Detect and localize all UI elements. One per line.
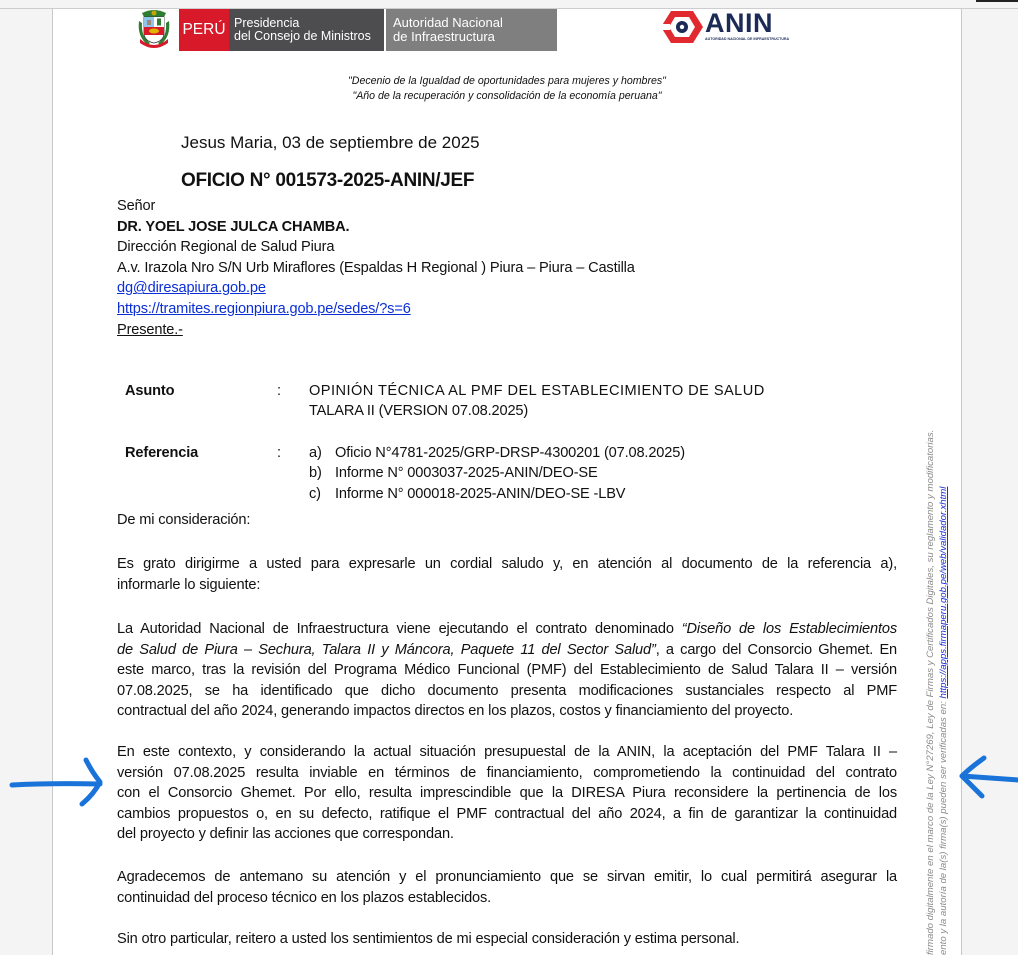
peru-logo-box [179, 9, 229, 51]
paragraph-3-line: del proyecto y definir las acciones que correspondan. [117, 826, 454, 843]
paragraph-4-line: Agradecemos de antemano su atención y el pronunciamiento que se sirvan emitir, lo cual permitirá asegurar la [117, 869, 897, 885]
window-edge-bar [976, 0, 1018, 2]
paragraph-2-line: este marco, tras la revisión del Programa Médico Funcional (PMF) del Establecimiento de Salud Talara II – versión [117, 662, 897, 679]
asunto-colon: : [277, 383, 281, 399]
salutation: Señor [117, 198, 156, 214]
addressee-block [117, 196, 635, 340]
anin-logo [661, 8, 790, 45]
right-annotation-arrow-icon [956, 754, 1018, 800]
validator-link[interactable]: https://apps.firmaperu.gob.pe/web/validador.xhtml [938, 486, 949, 699]
oficio-number: OFICIO N° 001573-2025-ANIN/JEF [181, 170, 475, 191]
asunto-label: Asunto [125, 383, 175, 399]
document-page [52, 8, 962, 955]
contract-name-italic: “Diseño de los Establecimientos [681, 621, 897, 637]
paragraph-3-line: con el Consorcio Ghemet. Por ello, resulta imprescindible que la DIRESA Piura reconsidere la pertinencia de los [117, 785, 897, 802]
contract-name-italic: de Salud de Piura – Sechura, Talara II y Máncora, Paquete 11 del Sector Salud” [117, 641, 656, 658]
referencia-label: Referencia [125, 445, 199, 461]
paragraph-2-line: La Autoridad Nacional de Infraestructura viene ejecutando el contrato denominado “Diseño de los Establecimientos [117, 621, 897, 637]
anin-emblem-icon [661, 9, 703, 45]
date-line: Jesus Maria, 03 de septiembre de 2025 [181, 133, 480, 152]
paragraph-1-line: Es grato dirigirme a usted para expresarle un cordial saludo y, en atención al documento de la referencia a), [117, 556, 897, 572]
paragraph-4-line: continuidad del proceso técnico en los plazos establecidos. [117, 889, 492, 906]
reference-item-c: c) Informe N° 000018-2025-ANIN/DEO-SE -LBV [309, 485, 626, 502]
paragraph-1-line: informarle lo siguiente: [117, 576, 261, 593]
motto-line-1: "Decenio de la Igualdad de oportunidades para mujeres y hombres" [348, 75, 666, 87]
asunto-line2: TALARA II (VERSION 07.08.2025) [309, 403, 529, 419]
anin-authority-box [386, 9, 557, 51]
paragraph-3-line: cambios propuestos o, en su defecto, ratifique el PMF contractual del año 2024, a fin de garantizar la continuidad [117, 805, 897, 822]
paragraph-3-line: En este contexto, y considerando la actual situación presupuestal de la ANIN, la aceptación del PMF Talara II – [117, 744, 897, 760]
reference-item-a: a) Oficio N°4781-2025/GRP-DRSP-4300201 (07.08.2025) [309, 445, 685, 461]
peru-label: PERÚ [182, 21, 226, 38]
presente-label: Presente.- [117, 321, 183, 338]
paragraph-5: Sin otro particular, reitero a usted los sentimientos de mi especial consideración y estima personal. [117, 931, 740, 947]
pcm-logo-box [229, 9, 384, 51]
anin-line2: de Infraestructura [393, 29, 495, 44]
left-annotation-arrow-icon [8, 754, 103, 808]
email-link[interactable]: dg@diresapiura.gob.pe [117, 280, 266, 297]
paragraph-3 [117, 742, 897, 845]
paragraph-1 [117, 554, 897, 595]
greeting: De mi consideración: [117, 512, 251, 528]
addressee-address: A.v. Irazola Nro S/N Urb Miraflores (Espaldas H Regional ) Piura – Piura – Castilla [117, 259, 635, 276]
motto-line-2: "Año de la recuperación y consolidación de la economía peruana" [352, 90, 662, 102]
referencia-colon: : [277, 445, 281, 461]
website-link[interactable]: https://tramites.regionpiura.gob.pe/sedes/?s=6 [117, 300, 411, 317]
paragraph-2 [117, 619, 897, 722]
paragraph-4 [117, 867, 897, 908]
reference-list [309, 443, 685, 504]
reference-item-b: b) Informe N° 0003037-2025-ANIN/DEO-SE [309, 465, 598, 482]
addressee-institution: Dirección Regional de Salud Piura [117, 239, 335, 256]
signature-notice-line1: firmado digitalmente en el marco de la Ley N°27269, Ley de Firmas y Certificados Digitales, su reglamento y modificatorias. [925, 429, 936, 955]
paragraph-3-line: versión 07.08.2025 resulta inviable en términos de financiamiento, comprometiendo la continuidad del contrato [117, 764, 897, 781]
asunto-line1: OPINIÓN TÉCNICA AL PMF DEL ESTABLECIMIENTO DE SALUD [309, 383, 765, 399]
anin-logo-text: ANIN [705, 8, 773, 38]
anin-line1: Autoridad Nacional [393, 15, 503, 30]
paragraph-2-line: de Salud de Piura – Sechura, Talara II y Máncora, Paquete 11 del Sector Salud”, a cargo del Consorcio Ghemet. En [117, 641, 897, 658]
pcm-line2: del Consejo de Ministros [234, 29, 371, 43]
paragraph-2-line: contractual del año 2024, generando impactos directos en los plazos, costos y financiamiento del proyecto. [117, 703, 794, 720]
pcm-line1: Presidencia [234, 16, 300, 30]
paragraph-2-line: 07.08.2025, se ha identificado que dicho documento presenta modificaciones sustanciales respecto al PMF [117, 682, 897, 699]
signature-notice-line2: ento y la autoría de la(s) firma(s) pueden ser verificadas en: https://apps.firmaperu.gob.pe/web/validador.xhtml [938, 486, 949, 955]
addressee-name: DR. YOEL JOSE JULCA CHAMBA. [117, 218, 350, 235]
anin-logo-subtitle: AUTORIDAD NACIONAL DE INFRAESTRUCTURA [705, 37, 790, 41]
peru-coat-of-arms-icon [136, 9, 172, 49]
